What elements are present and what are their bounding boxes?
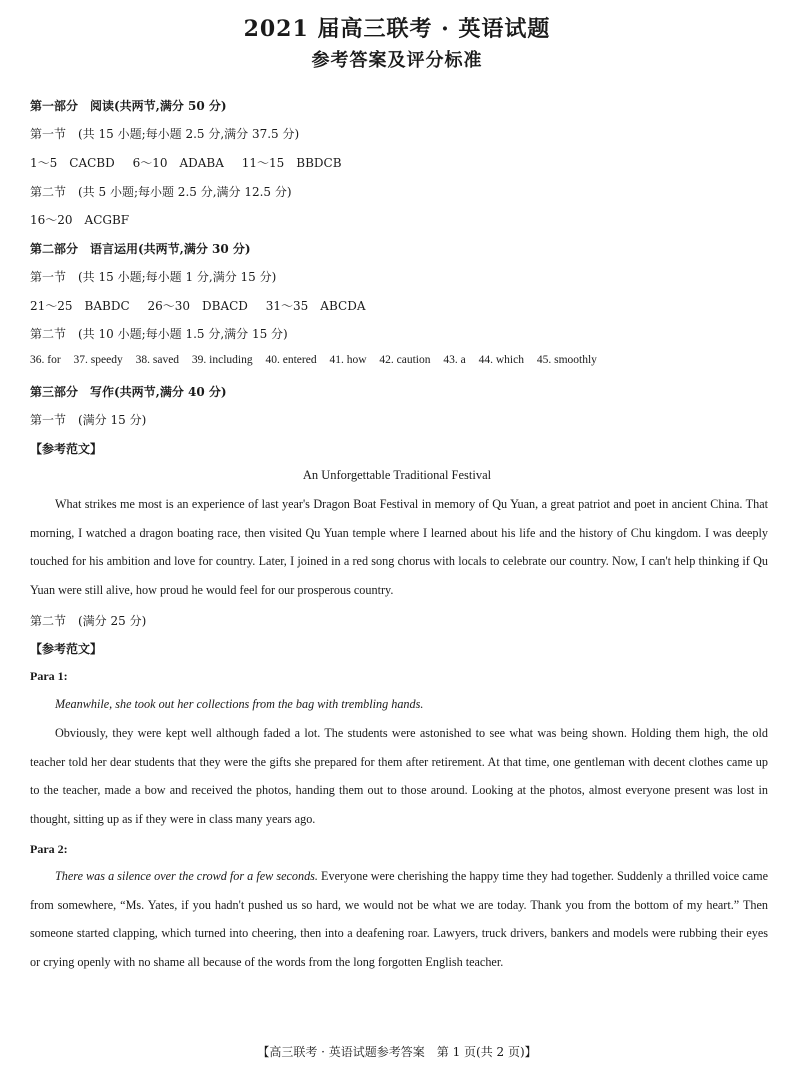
answer-group: 11～15 BBDCB	[241, 156, 342, 170]
answer-group: 26～30 DBACD	[147, 299, 248, 313]
answer-group: 21～25 BABDC	[30, 299, 130, 313]
part2-section2-answers	[30, 354, 597, 366]
answer-group: 16～20 ACGBF	[30, 213, 130, 227]
part3-section1-heading: 第一节 (满分 15 分)	[30, 413, 147, 427]
part3-heading: 第三部分 写作(共两节,满分 40 分)	[30, 385, 227, 399]
page-footer: 【高三联考 · 英语试题参考答案 第 1 页(共 2 页)】	[257, 1045, 537, 1059]
part1-heading: 第一部分 阅读(共两节,满分 50 分)	[30, 99, 227, 113]
part1-section2-answers	[30, 211, 129, 228]
part1-section1-answers	[30, 154, 342, 171]
para1-body: Obviously, they were kept well although faded a lot. The students were astonished to see what was being shown. Holding them high, the old teacher told her dear students that they were the gifts she prepared for them after retirement. At that time, one gentleman with decent clothes came up to the teacher, made a bow and received the photos, handing them out to those around. Looking at the photos, almost everyone present was lost in thought, sitting up as if they were in class many years ago.	[30, 726, 768, 826]
answer-item: 36. for	[30, 354, 61, 366]
page-title: 2021 届高三联考 · 英语试题	[243, 16, 551, 42]
part2-heading: 第二部分 语言运用(共两节,满分 30 分)	[30, 242, 251, 256]
sample-essay-label: 【参考范文】	[30, 642, 103, 656]
answer-item: 42. caution	[379, 354, 431, 366]
answer-group: 6～10 ADABA	[132, 156, 224, 170]
answer-item: 43. a	[443, 354, 466, 366]
part3-section2-heading: 第二节 (满分 25 分)	[30, 614, 147, 628]
part1-section1-heading: 第一节 (共 15 小题;每小题 2.5 分,满分 37.5 分)	[30, 127, 300, 141]
answer-item: 41. how	[329, 354, 367, 366]
para2-body	[30, 862, 768, 976]
part2-section2-heading: 第二节 (共 10 小题;每小题 1.5 分,满分 15 分)	[30, 327, 288, 341]
para2-label: Para 2:	[30, 842, 68, 856]
para2-lead-sentence: There was a silence over the crowd for a few seconds.	[55, 869, 318, 883]
answer-item: 44. which	[478, 354, 524, 366]
answer-item: 45. smoothly	[536, 354, 597, 366]
answer-item: 37. speedy	[73, 354, 123, 366]
answer-item: 39. including	[191, 354, 253, 366]
para1-lead-sentence: Meanwhile, she took out her collections from the bag with trembling hands.	[55, 697, 424, 711]
answer-group: 1～5 CACBD	[30, 156, 115, 170]
answer-item: 38. saved	[135, 354, 180, 366]
sample-essay-label: 【参考范文】	[30, 442, 103, 456]
page-subtitle: 参考答案及评分标准	[311, 50, 483, 71]
part2-section1-heading: 第一节 (共 15 小题;每小题 1 分,满分 15 分)	[30, 270, 277, 284]
essay-title: An Unforgettable Traditional Festival	[302, 468, 492, 482]
essay-body: What strikes me most is an experience of last year's Dragon Boat Festival in memory of Qu Yuan, a great patriot and poet in ancient China. That morning, I watched a dragon boating race, then visited Qu Yuan temple where I learned about his life and the history of Chu kingdom. I was deeply touched for his ambition and love for country. Later, I joined in a red song chorus with locals to celebrate our country. Now, I can't help thinking if Qu Yuan were still alive, how proud he would feel for our prosperous country.	[30, 497, 768, 597]
answer-item: 40. entered	[265, 354, 317, 366]
part2-section1-answers	[30, 297, 365, 314]
part1-section2-heading: 第二节 (共 5 小题;每小题 2.5 分,满分 12.5 分)	[30, 185, 292, 199]
para2-text: Everyone were cherishing the happy time they had together. Suddenly a thrilled voice came from somewhere, “Ms. Yates, if you hadn't pushed us so hard, we would not be what we are today. Thank you from the bottom of my heart.” Then someone started clapping, which turned into cheering, then into a deafening roar. Lawyers, truck drivers, bankers and models were rubbing their eyes or crying openly with no shame all because of the words from the long forgotten English teacher.	[30, 869, 768, 969]
para1-label: Para 1:	[30, 669, 68, 683]
answer-group: 31～35 ABCDA	[265, 299, 366, 313]
